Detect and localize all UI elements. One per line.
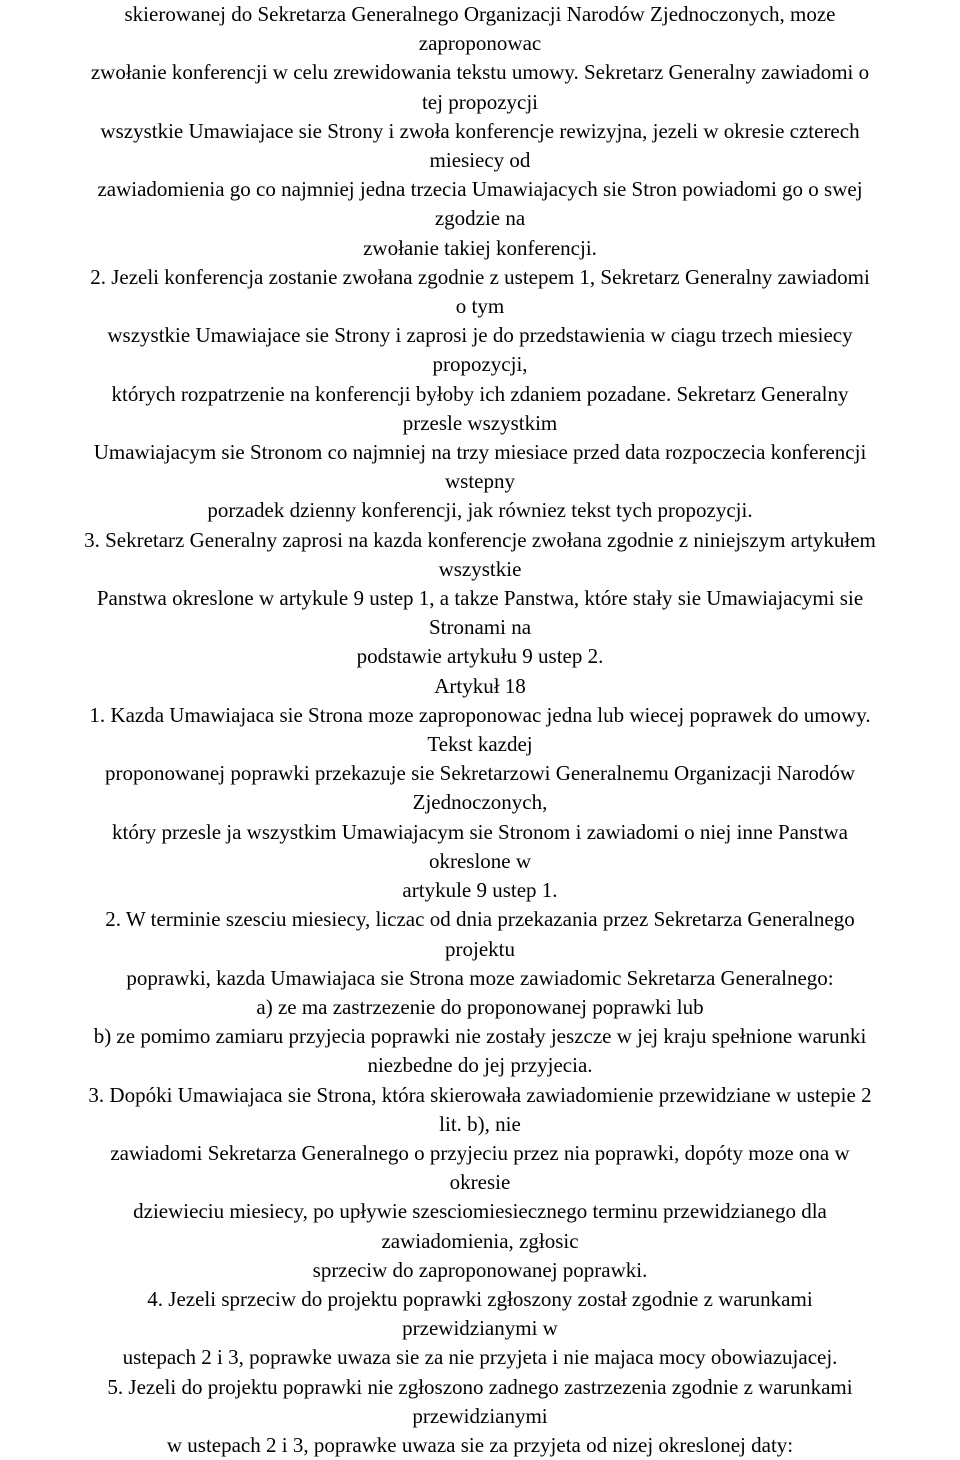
text-line-28: Zjednoczonych, (412, 790, 548, 815)
text-line-43: zawiadomienia, zgłosic (381, 1228, 579, 1253)
text-line-1: skierowanej do Sekretarza Generalnego Organizacji Narodów Zjednoczonych, moze (124, 2, 836, 26)
text-line-34: poprawki, kazda Umawiajaca sie Strona moze zawiadomic Sekretarza Generalnego: (126, 965, 834, 990)
text-line-22: Stronami na (428, 615, 532, 640)
text-line-20: wszystkie (438, 556, 522, 581)
text-line-48: 5. Jezeli do projektu poprawki nie zgłoszono zadnego zastrzezenia zgodnie z warunkami (107, 1374, 853, 1399)
text-line-12: wszystkie Umawiajace sie Strony i zaprosi je do przedstawienia w ciagu trzech miesiecy (107, 323, 853, 348)
text-line-39: lit. b), nie (439, 1111, 521, 1136)
text-line-16: Umawiajacym sie Stronom co najmniej na trzy miesiace przed data rozpoczecia konferencji (93, 440, 867, 465)
text-line-29: który przesle ja wszystkim Umawiajacym sie Stronom i zawiadomi o niej inne Panstwa (111, 819, 848, 844)
text-line-32: 2. W terminie szesciu miesiecy, liczac od dnia przekazania przez Sekretarza Generalnego (105, 907, 855, 932)
text-line-15: przesle wszystkim (402, 410, 558, 435)
text-line-38: 3. Dopóki Umawiajaca sie Strona, która skierowała zawiadomienie przewidziane w ustepie 2 (88, 1082, 872, 1107)
text-line-6: miesiecy od (429, 148, 531, 173)
text-line-19: 3. Sekretarz Generalny zaprosi na kazda konferencje zwołana zgodnie z niniejszym artykułem (84, 527, 876, 552)
text-line-33: projektu (445, 936, 515, 961)
text-line-47: ustepach 2 i 3, poprawke uwaza sie za nie przyjeta i nie majaca mocy obowiazujacej. (122, 1345, 838, 1370)
text-line-37: niezbedne do jej przyjecia. (367, 1053, 593, 1078)
text-line-36: b) ze pomimo zamiaru przyjecia poprawki nie zostały jeszcze w jej kraju spełnione warunki (93, 1024, 867, 1049)
text-line-49: przewidzianymi (412, 1403, 548, 1428)
text-line-42: dziewieciu miesiecy, po upływie szesciomiesiecznego terminu przewidzianego dla (133, 1199, 827, 1224)
text-line-3: zwołanie konferencji w celu zrewidowania tekstu umowy. Sekretarz Generalny zawiadomi o (90, 60, 870, 85)
text-line-41: okresie (449, 1170, 511, 1195)
text-line-27: proponowanej poprawki przekazuje sie Sekretarzowi Generalnemu Organizacji Narodów (104, 761, 856, 786)
text-line-21: Panstwa okreslone w artykule 9 ustep 1, a takze Panstwa, które stały sie Umawiajacymi sie (96, 586, 864, 611)
text-line-35: a) ze ma zastrzezenie do proponowanej poprawki lub (256, 994, 704, 1019)
text-line-7: zawiadomienia go co najmniej jedna trzecia Umawiajacych sie Stron powiadomi go o swej (97, 177, 863, 202)
text-line-11: o tym (455, 294, 505, 319)
text-line-14: których rozpatrzenie na konferencji byłoby ich zdaniem pozadane. Sekretarz Generalny (111, 381, 849, 406)
text-line-5: wszystkie Umawiajace sie Strony i zwoła konferencje rewizyjna, jezeli w okresie czterech (100, 118, 860, 143)
text-line-4: tej propozycji (421, 89, 539, 114)
text-line-40: zawiadomi Sekretarza Generalnego o przyjeciu przez nia poprawki, dopóty moze ona w (110, 1140, 850, 1165)
text-line-44: sprzeciw do zaproponowanej poprawki. (312, 1257, 648, 1282)
text-line-30: okreslone w (428, 848, 532, 873)
text-line-31: artykule 9 ustep 1. (402, 878, 558, 903)
text-line-23: podstawie artykułu 9 ustep 2. (356, 644, 604, 669)
article-heading: Artykuł 18 (434, 673, 526, 698)
text-line-18: porzadek dzienny konferencji, jak równiez tekst tych propozycji. (207, 498, 753, 523)
text-line-50: w ustepach 2 i 3, poprawke uwaza sie za przyjeta od nizej okreslonej daty: (166, 1432, 794, 1457)
text-line-13: propozycji, (432, 352, 528, 377)
text-line-8: zgodzie na (434, 206, 526, 231)
text-line-46: przewidzianymi w (402, 1316, 558, 1341)
text-line-26: Tekst kazdej (427, 732, 533, 757)
text-line-2: zaproponowac (418, 31, 542, 56)
text-line-10: 2. Jezeli konferencja zostanie zwołana zgodnie z ustepem 1, Sekretarz Generalny zawiadomi (90, 264, 870, 289)
text-line-17: wstepny (445, 469, 515, 494)
text-line-45: 4. Jezeli sprzeciw do projektu poprawki zgłoszony został zgodnie z warunkami (147, 1286, 813, 1311)
text-line-25: 1. Kazda Umawiajaca sie Strona moze zaproponowac jedna lub wiecej poprawek do umowy. (89, 702, 871, 727)
text-line-9: zwołanie takiej konferencji. (363, 235, 597, 260)
